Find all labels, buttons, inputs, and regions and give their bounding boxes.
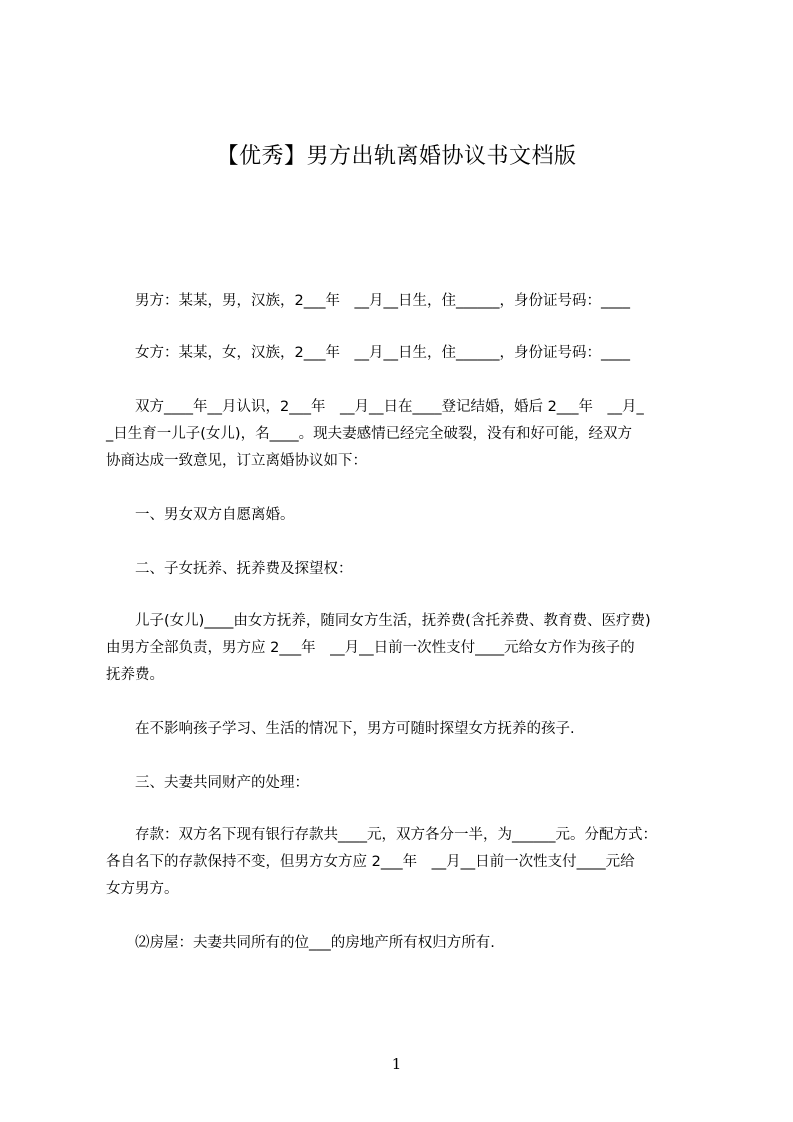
section-heading-child-support (106, 556, 706, 583)
paragraph-line: 女方男方。 (106, 881, 179, 897)
paragraph-line: 二、子女抚养、抚养费及探望权： (106, 561, 353, 577)
paragraph-line: 存款：双方名下现有银行存款共____元，双方各分一半，为______元。分配方式： (106, 827, 657, 843)
paragraph-visitation (106, 716, 706, 743)
paragraph-savings (106, 822, 706, 903)
paragraph-marriage-background (106, 394, 706, 475)
paragraph-line: 在不影响孩子学习、生活的情况下，男方可随时探望女方抚养的孩子. (106, 721, 575, 737)
paragraph-line: 女方：某某，女，汉族，2___年 __月__日生，住______，身份证号码：____ (106, 345, 630, 361)
paragraph-house (106, 930, 706, 957)
paragraph-child-custody (106, 608, 706, 689)
paragraph-line: 男方：某某，男，汉族，2___年 __月__日生，住______，身份证号码：____ (106, 293, 630, 309)
paragraph-line: ⑵房屋：夫妻共同所有的位___的房地产所有权归方所有. (106, 935, 495, 951)
paragraph-husband-info (106, 288, 706, 315)
section-heading-divorce (106, 502, 706, 529)
section-heading-property (106, 770, 706, 797)
paragraph-line: 三、夫妻共同财产的处理： (106, 775, 309, 791)
paragraph-line: _日生育一儿子(女儿)，名____。现夫妻感情已经完全破裂，没有和好可能，经双方 (106, 426, 633, 442)
paragraph-line: 各自名下的存款保持不变，但男方女方应 2___年 __月__日前一次性支付____元给 (106, 854, 635, 870)
paragraph-line: 一、男女双方自愿离婚。 (106, 507, 295, 523)
page-title: 【优秀】男方出轨离婚协议书文档版 (216, 144, 577, 169)
page-number: 1 (391, 1055, 402, 1073)
paragraph-wife-info (106, 340, 706, 367)
paragraph-line: 由男方全部负责，男方应 2___年 __月__日前一次性支付____元给女方作为孩子的 (106, 640, 635, 656)
paragraph-line: 双方____年__月认识，2___年 __月__日在____登记结婚，婚后 2___年 __月_ (106, 399, 644, 415)
paragraph-line: 抚养费。 (106, 667, 164, 683)
paragraph-line: 儿子(女儿)____由女方抚养，随同女方生活，抚养费(含托养费、教育费、医疗费) (106, 613, 651, 629)
paragraph-line: 协商达成一致意见，订立离婚协议如下： (106, 453, 367, 469)
